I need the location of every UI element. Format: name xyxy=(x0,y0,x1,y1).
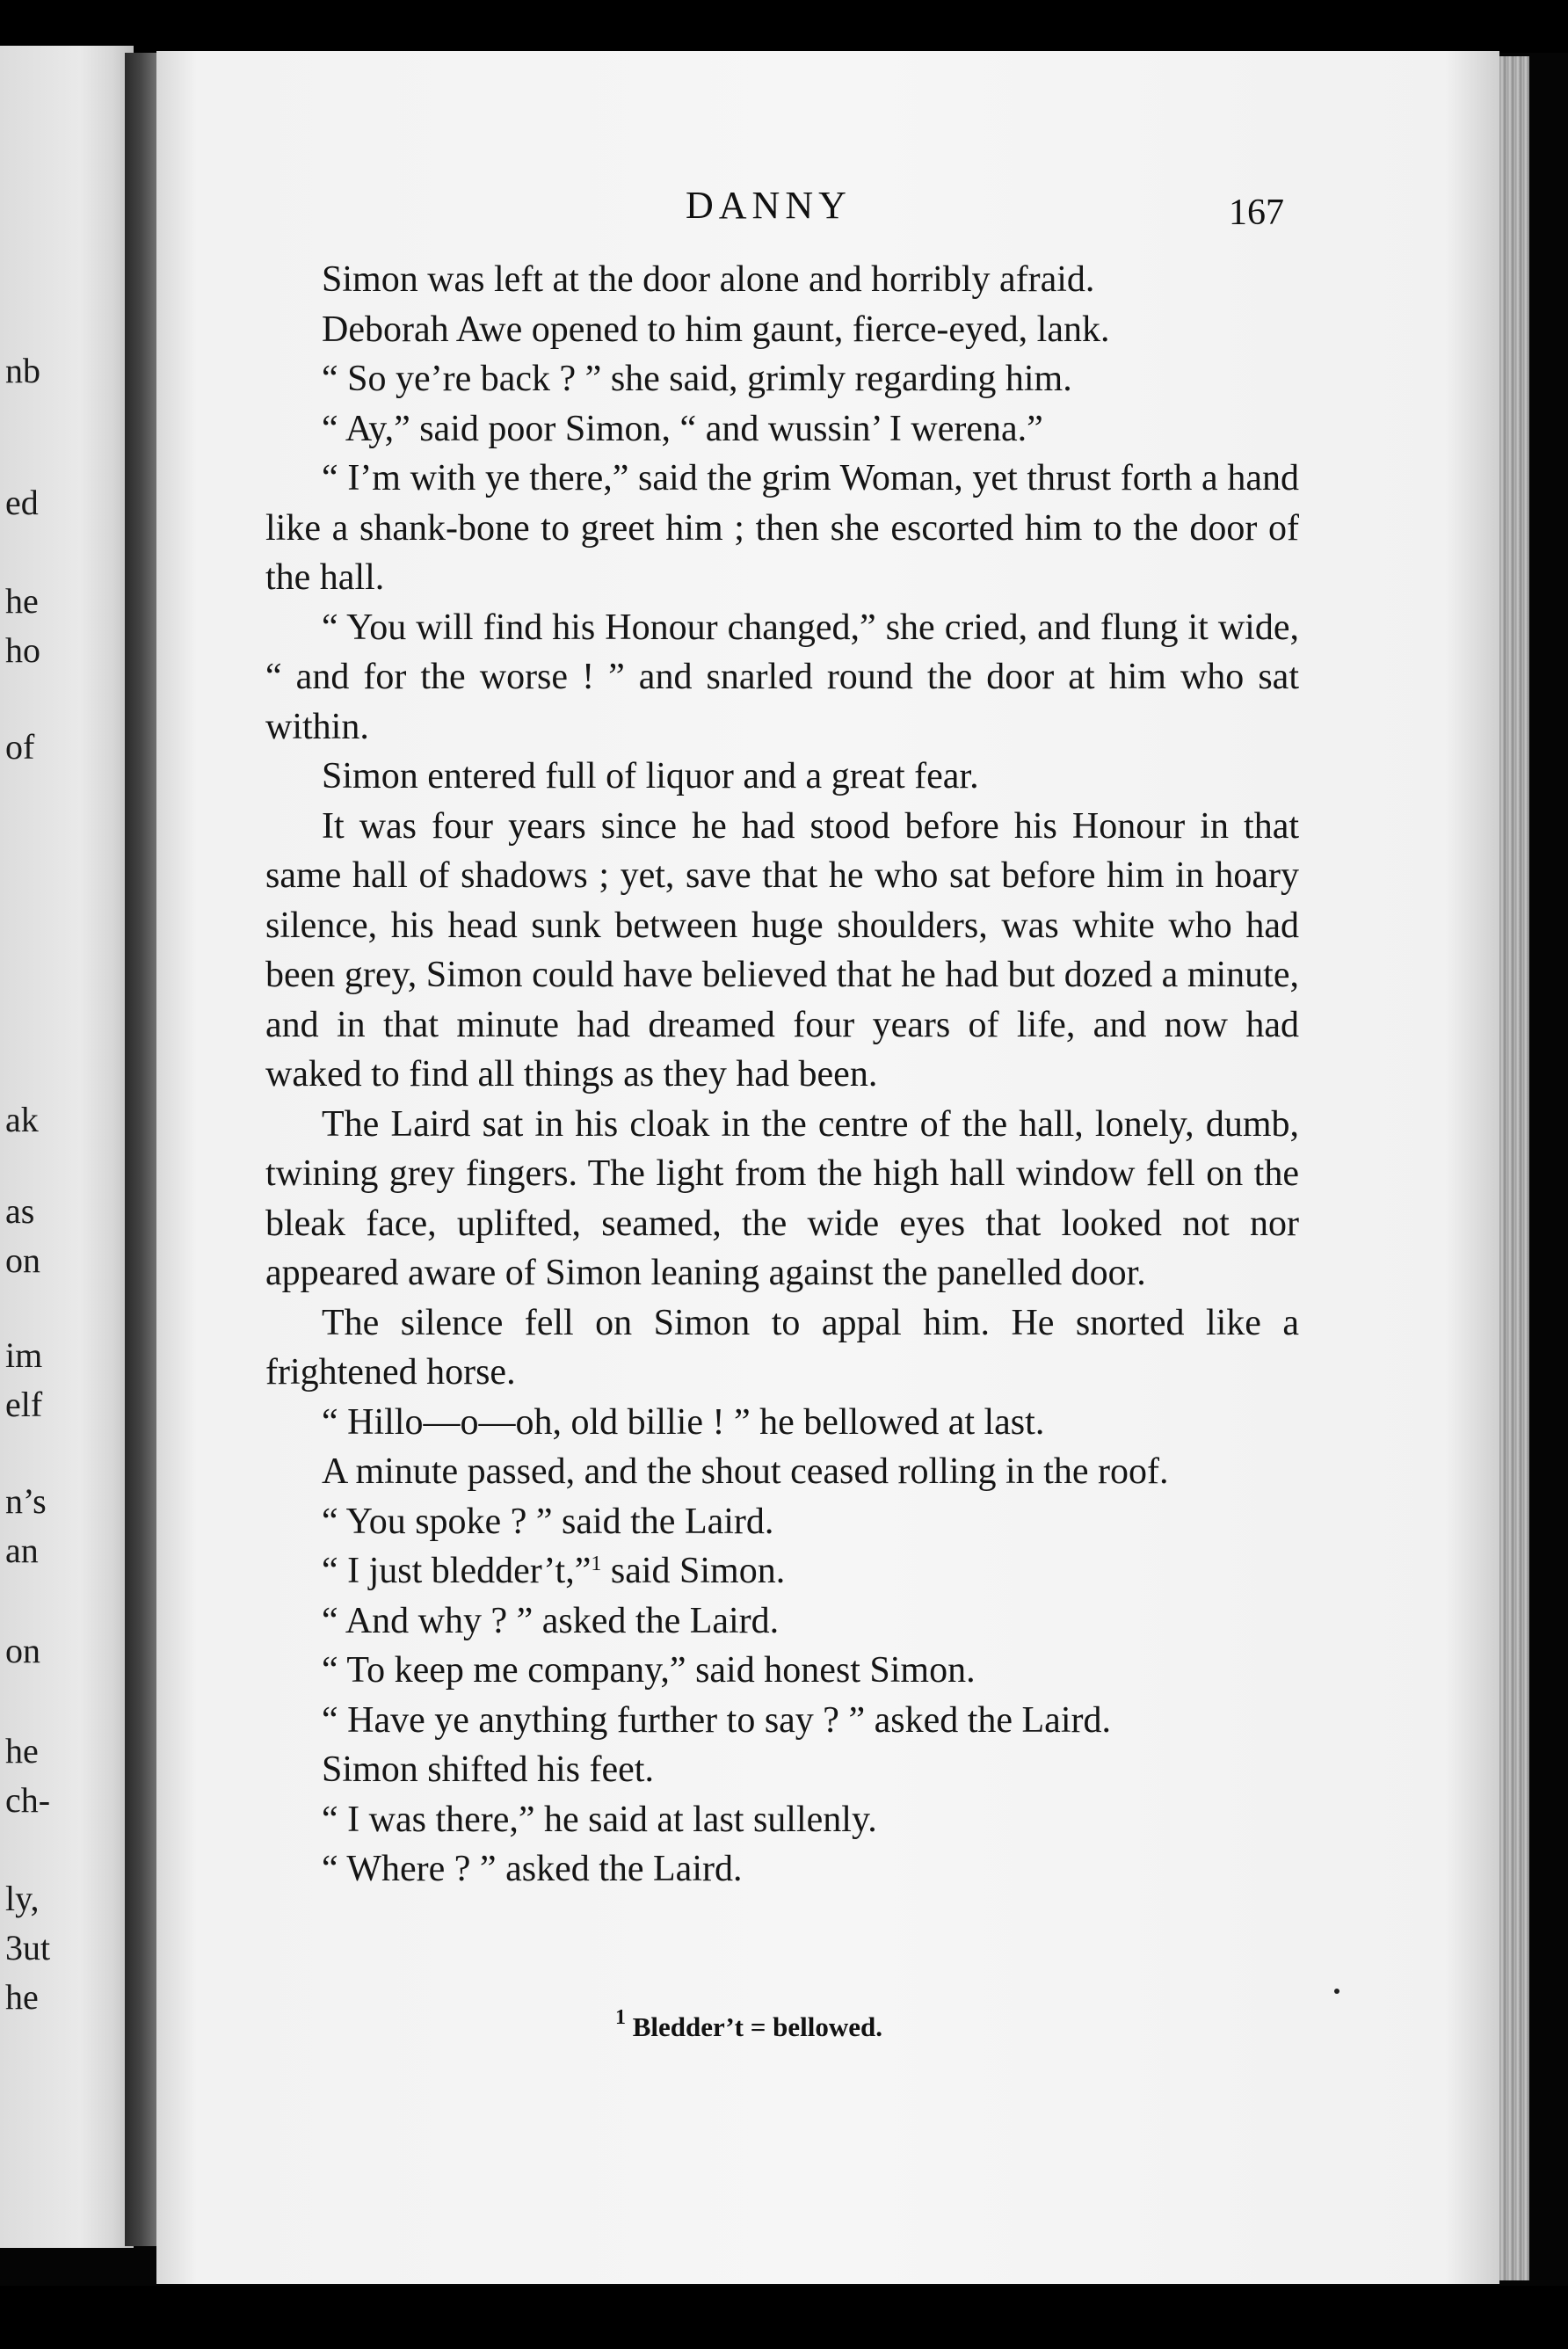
left-fragment: he xyxy=(5,581,39,621)
print-speck xyxy=(1334,1989,1339,1994)
left-fragment: n’s xyxy=(5,1481,47,1521)
left-fragment: as xyxy=(5,1191,35,1231)
left-fragment: an xyxy=(5,1531,39,1570)
paragraph: It was four years since he had stood before his Honour in that same hall of shadows ; yet, save that he who sat before him in hoary silence, his head sunk between huge shoulders, was white who had been grey, Simon could have believed that he had but dozed a minute, and in that minute had dreamed four years of life, and now had waked to find all things as they had been. xyxy=(265,805,1299,1095)
paragraph: A minute passed, and the shout ceased rolling in the roof. xyxy=(322,1451,1169,1492)
left-fragment: im xyxy=(5,1335,43,1375)
left-fragment: on xyxy=(5,1240,40,1280)
paragraph: “ And why ? ” asked the Laird. xyxy=(322,1600,780,1641)
footnote xyxy=(615,2006,883,2043)
footnote-reference[interactable]: 1 xyxy=(591,1553,602,1575)
left-fragment: of xyxy=(5,727,35,767)
paragraph xyxy=(265,1546,1299,1596)
paragraph: “ I’m with ye there,” said the grim Woman, yet thrust forth a hand like a shank-bone to greet him ; then she escorted him to the door of the hall. xyxy=(265,458,1299,598)
paragraph: “ So ye’re back ? ” she said, grimly regarding him. xyxy=(322,359,1072,399)
footnote-mark: 1 xyxy=(615,2006,626,2029)
paragraph-text: said Simon. xyxy=(601,1551,786,1591)
running-header: DANNY xyxy=(686,184,852,227)
paragraph: “ You spoke ? ” said the Laird. xyxy=(322,1501,774,1542)
left-fragment: ho xyxy=(5,630,40,670)
paragraph: “ You will find his Honour changed,” she cried, and flung it wide, “ and for the worse ! ” and snarled round the door at him who sat within. xyxy=(265,607,1299,747)
paragraph: “ Have ye anything further to say ? ” asked the Laird. xyxy=(322,1699,1111,1741)
paragraph: Simon was left at the door alone and horribly afraid. xyxy=(322,259,1095,300)
left-fragment: nb xyxy=(5,351,40,390)
left-fragment: elf xyxy=(5,1385,43,1424)
left-fragment: on xyxy=(5,1631,40,1670)
paragraph: Simon entered full of liquor and a great fear. xyxy=(322,756,979,796)
paragraph: “ I was there,” he said at last sullenly. xyxy=(322,1799,877,1840)
paragraph: The Laird sat in his cloak in the centre of the hall, lonely, dumb, twining grey fingers. The light from the high hall window fell on the bleak face, uplifted, seamed, the wide eyes that looked not nor appeared aware of Simon leaning against the panelled door. xyxy=(265,1103,1299,1293)
left-fragment: he xyxy=(5,1731,39,1771)
paragraph: “ To keep me company,” said honest Simon. xyxy=(322,1650,976,1691)
left-fragment: he xyxy=(5,1977,39,2017)
paragraph: “ Hillo—o—oh, old billie ! ” he bellowed at last. xyxy=(322,1401,1045,1443)
body-text xyxy=(265,255,1299,1894)
left-fragment: 3ut xyxy=(5,1928,51,1967)
paragraph: “ Ay,” said poor Simon, “ and wussin’ I werena.” xyxy=(322,408,1043,449)
left-fragment: ch- xyxy=(5,1780,51,1820)
paragraph: Deborah Awe opened to him gaunt, fierce-eyed, lank. xyxy=(322,309,1110,350)
book-gutter xyxy=(125,53,160,2246)
paragraph: The silence fell on Simon to appal him. He snorted like a frightened horse. xyxy=(265,1302,1299,1393)
paragraph: “ Where ? ” asked the Laird. xyxy=(322,1849,743,1889)
top-shadow xyxy=(0,0,1568,53)
page-number: 167 xyxy=(1229,193,1284,233)
left-fragment: ly, xyxy=(5,1879,40,1918)
page-edge xyxy=(1499,56,1529,2280)
left-fragment: ak xyxy=(5,1100,39,1139)
paragraph-text: “ I just bledder’t,” xyxy=(322,1551,592,1591)
left-fragment: ed xyxy=(5,483,39,522)
bottom-shadow xyxy=(0,2286,1568,2349)
left-page-edge xyxy=(0,46,134,2248)
footnote-text: Bledder’t = bellowed. xyxy=(632,2011,883,2042)
paragraph: Simon shifted his feet. xyxy=(322,1749,654,1790)
